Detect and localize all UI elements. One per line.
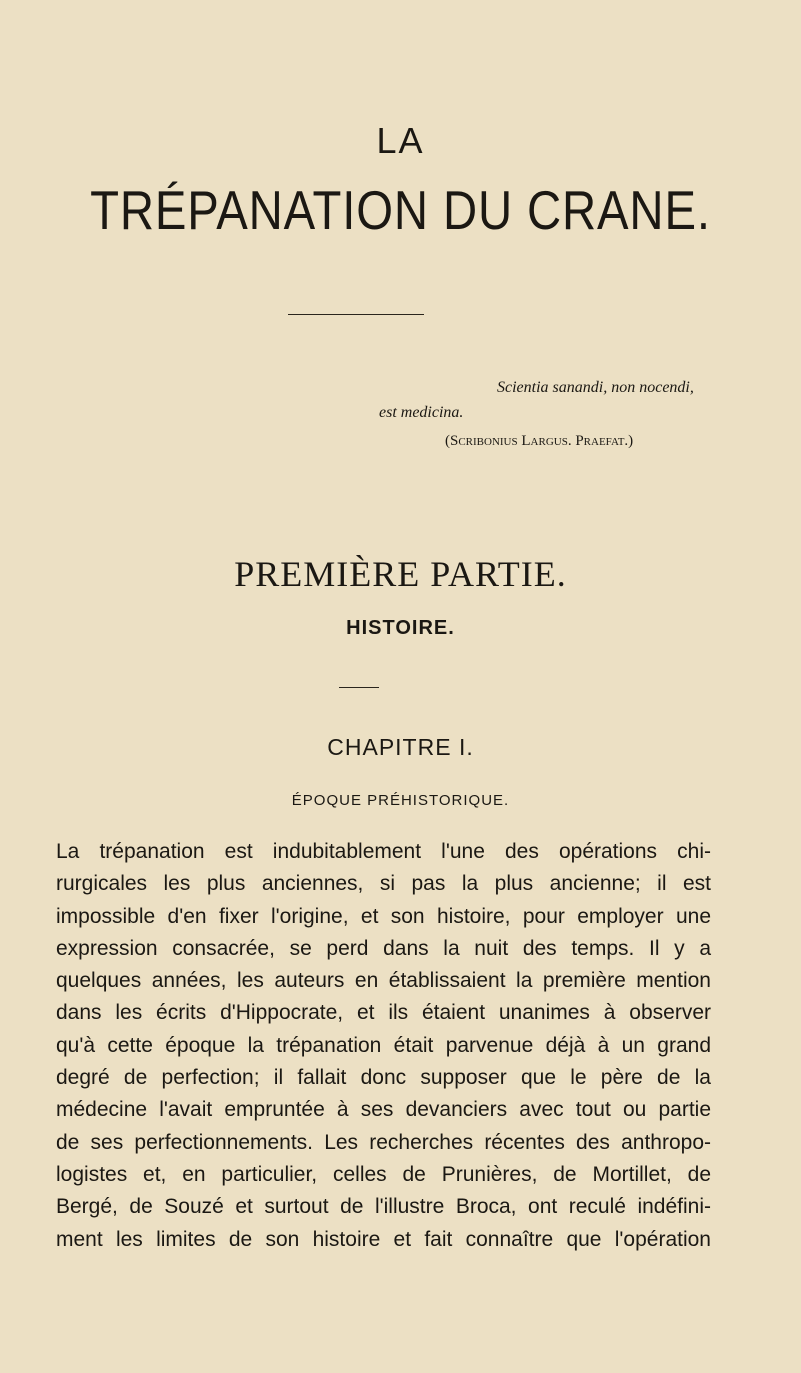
body-line: expression consacrée, se perd dans la nuit des temps. Il y a (56, 936, 711, 960)
body-line: quelques années, les auteurs en établissaient la première mention (56, 969, 711, 993)
body-line: de ses perfectionnements. Les recherches récentes des anthropo- (56, 1130, 711, 1154)
title-divider (288, 314, 424, 315)
epigraph-line-2: est medicina. (379, 404, 464, 421)
epigraph (375, 375, 735, 454)
title-article: LA (376, 120, 425, 161)
section-divider (339, 687, 379, 688)
body-line: degré de perfection; il fallait donc supposer que le père de la (56, 1066, 711, 1090)
body-paragraph (56, 836, 711, 1256)
body-line: dans les écrits d'Hippocrate, et ils étaient unanimes à observer (56, 1001, 711, 1025)
epigraph-citation: (Scribonius Largus. Praefat.) (445, 433, 634, 449)
body-line: ment les limites de son histoire et fait connaître que l'opération (56, 1227, 711, 1251)
epigraph-line-1: Scientia sanandi, non nocendi, (497, 379, 694, 396)
body-line: Bergé, de Souzé et surtout de l'illustre Broca, ont reculé indéfini- (56, 1195, 711, 1219)
body-line: médecine l'avait empruntée à ses devanciers avec tout ou partie (56, 1098, 711, 1122)
body-line: qu'à cette époque la trépanation était parvenue déjà à un grand (56, 1033, 711, 1057)
chapter-title: CHAPITRE I. (327, 734, 474, 760)
chapter-subtitle: ÉPOQUE PRÉHISTORIQUE. (291, 792, 510, 809)
body-line: impossible d'en fixer l'origine, et son histoire, pour employer une (56, 904, 711, 928)
part-title: PREMIÈRE PARTIE. (234, 554, 567, 594)
body-line: rurgicales les plus anciennes, si pas la plus ancienne; il est (56, 872, 711, 896)
body-line: La trépanation est indubitablement l'une des opérations chi- (56, 840, 711, 863)
part-subtitle: HISTOIRE. (346, 617, 455, 639)
body-line: logistes et, en particulier, celles de Prunières, de Mortillet, de (56, 1162, 711, 1186)
book-title: TRÉPANATION DU CRANE. (90, 179, 711, 241)
